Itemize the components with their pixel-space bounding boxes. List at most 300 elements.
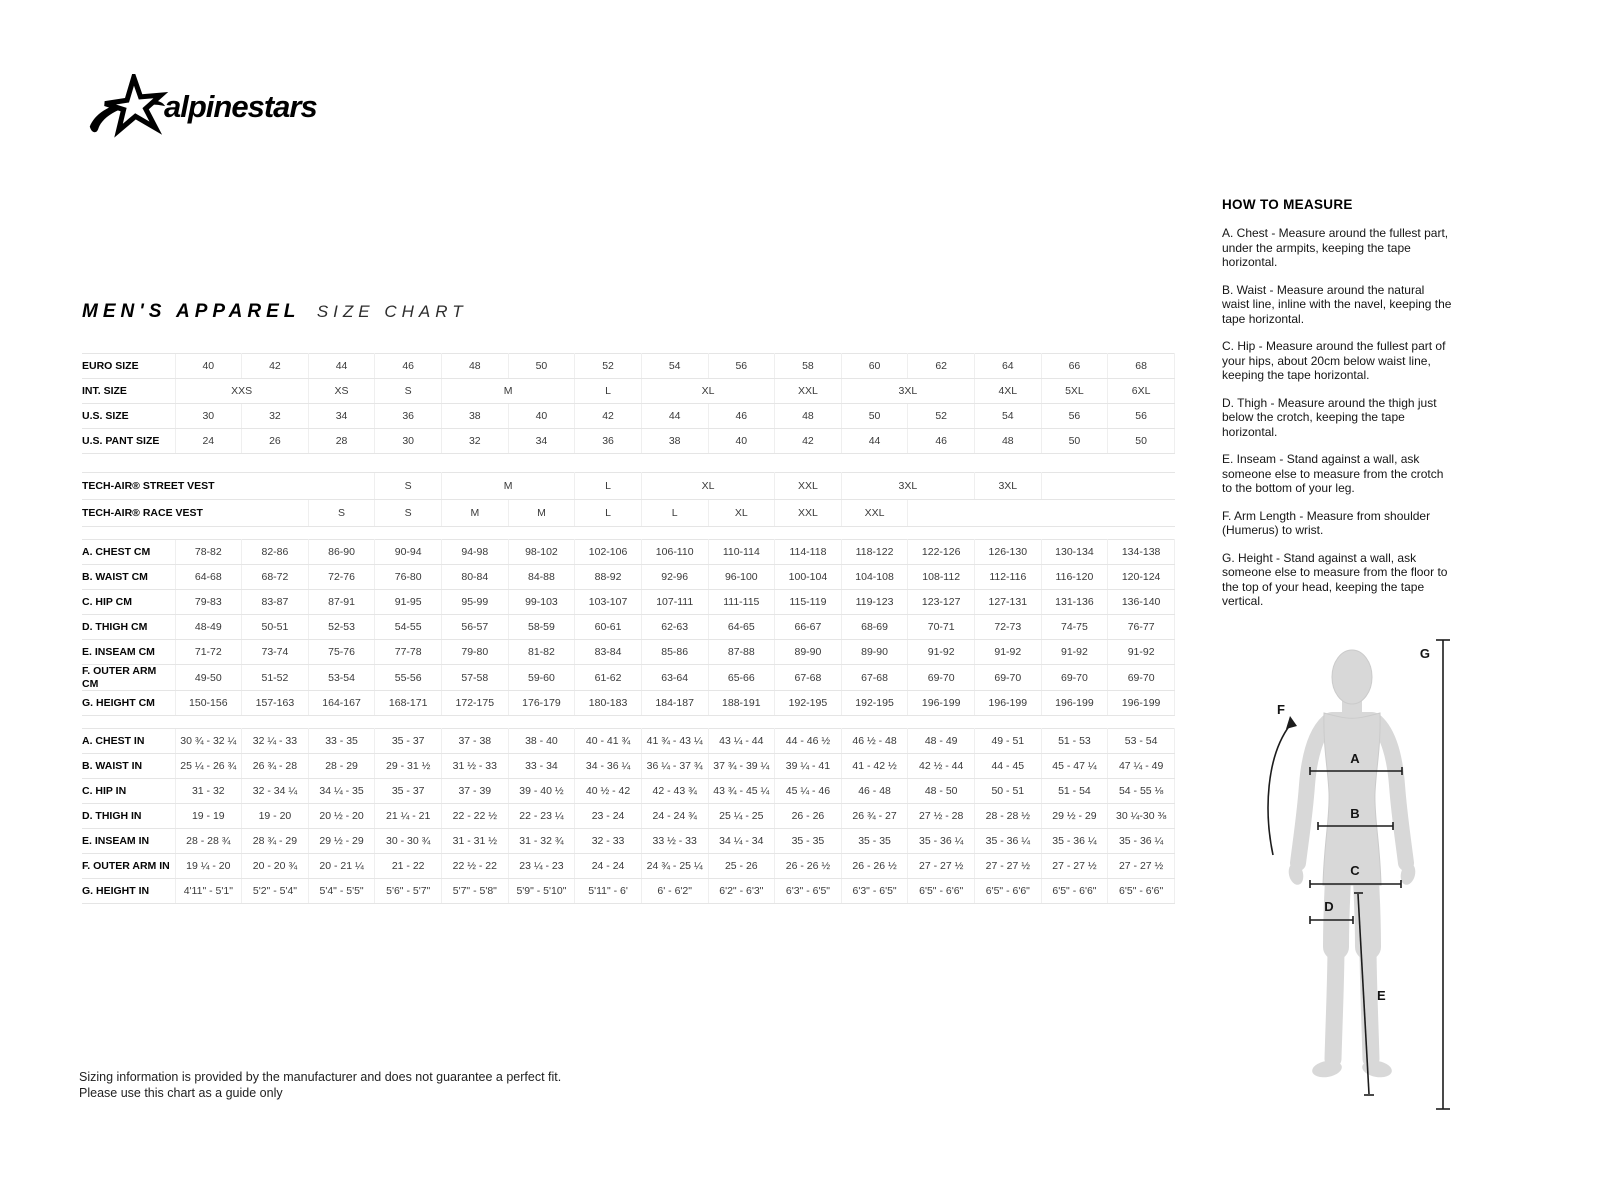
size-cell: 83-87 bbox=[242, 590, 309, 615]
size-cell: 89-90 bbox=[775, 640, 842, 665]
size-cell: 6XL bbox=[1108, 379, 1175, 404]
size-cell: 19 - 19 bbox=[175, 804, 242, 829]
size-cell: 19 ¼ - 20 bbox=[175, 854, 242, 879]
size-cell: 3XL bbox=[841, 379, 974, 404]
size-table bbox=[82, 353, 1175, 904]
size-cell: 72-76 bbox=[308, 565, 375, 590]
size-cell: 188-191 bbox=[708, 691, 775, 716]
size-cell: 29 ½ - 29 bbox=[308, 829, 375, 854]
size-cell: 28 ¾ - 29 bbox=[242, 829, 309, 854]
size-cell: 36 ¼ - 37 ¾ bbox=[641, 754, 708, 779]
table-row bbox=[82, 640, 1175, 665]
size-cell: 3XL bbox=[975, 473, 1042, 500]
size-cell: 70-71 bbox=[908, 615, 975, 640]
measure-instruction: F. Arm Length - Measure from shoulder (Humerus) to wrist. bbox=[1222, 508, 1431, 537]
size-cell: S bbox=[375, 500, 442, 527]
disclaimer-line1: Sizing information is provided by the manufacturer and does not guarantee a perfect fit. bbox=[79, 1070, 562, 1084]
size-cell: 134-138 bbox=[1108, 540, 1175, 565]
row-label: E. INSEAM IN bbox=[82, 829, 175, 854]
size-cell: 5'6" - 5'7" bbox=[375, 879, 442, 904]
size-cell: 81-82 bbox=[508, 640, 575, 665]
size-cell: 164-167 bbox=[308, 691, 375, 716]
size-cell: 6' - 6'2" bbox=[641, 879, 708, 904]
size-cell: 96-100 bbox=[708, 565, 775, 590]
size-cell: 27 - 27 ½ bbox=[908, 854, 975, 879]
row-label: G. HEIGHT IN bbox=[82, 879, 175, 904]
size-cell: 56 bbox=[708, 354, 775, 379]
size-cell: M bbox=[442, 379, 575, 404]
size-cell: 73-74 bbox=[242, 640, 309, 665]
size-cell: 69-70 bbox=[975, 665, 1042, 691]
size-cell: 39 ¼ - 41 bbox=[775, 754, 842, 779]
arm-length-line bbox=[1268, 725, 1290, 855]
size-cell: S bbox=[308, 500, 375, 527]
size-cell: 34 ¼ - 34 bbox=[708, 829, 775, 854]
size-cell: 106-110 bbox=[641, 540, 708, 565]
size-cell: L bbox=[575, 379, 642, 404]
label-inseam: E bbox=[1377, 988, 1386, 1003]
size-cell: 37 ¾ - 39 ¼ bbox=[708, 754, 775, 779]
size-cell: 98-102 bbox=[508, 540, 575, 565]
size-cell: 34 ¼ - 35 bbox=[308, 779, 375, 804]
size-cell: 48 bbox=[975, 429, 1042, 454]
size-cell: 31 ½ - 33 bbox=[442, 754, 509, 779]
size-cell: 26 ¾ - 27 bbox=[841, 804, 908, 829]
size-cell: 60-61 bbox=[575, 615, 642, 640]
size-cell: 48 bbox=[442, 354, 509, 379]
size-cell: 40 bbox=[508, 404, 575, 429]
empty-cell bbox=[242, 473, 309, 500]
size-cell: 41 ¾ - 43 ¼ bbox=[641, 729, 708, 754]
size-cell: 84-88 bbox=[508, 565, 575, 590]
size-cell: 66-67 bbox=[775, 615, 842, 640]
size-cell: 54 bbox=[641, 354, 708, 379]
size-cell: 36 bbox=[575, 429, 642, 454]
size-cell: 26 - 26 bbox=[775, 804, 842, 829]
size-cell: 19 - 20 bbox=[242, 804, 309, 829]
size-cell: XL bbox=[641, 473, 774, 500]
size-cell: 29 ½ - 29 bbox=[1041, 804, 1108, 829]
size-cell: 51-52 bbox=[242, 665, 309, 691]
size-cell: 49 - 51 bbox=[975, 729, 1042, 754]
size-cell: 68-72 bbox=[242, 565, 309, 590]
size-cell: 83-84 bbox=[575, 640, 642, 665]
arm-arrowhead bbox=[1286, 716, 1297, 729]
size-cell: M bbox=[442, 473, 575, 500]
size-cell: 63-64 bbox=[641, 665, 708, 691]
size-cell: 28 - 28 ½ bbox=[975, 804, 1042, 829]
size-cell: 94-98 bbox=[442, 540, 509, 565]
size-cell: 62 bbox=[908, 354, 975, 379]
size-cell: 40 - 41 ¾ bbox=[575, 729, 642, 754]
measure-instruction: C. Hip - Measure around the fullest part of your hips, about 20cm below waist line, keeping the tape horizontal. bbox=[1222, 339, 1446, 382]
size-cell: 91-92 bbox=[1108, 640, 1175, 665]
size-cell: 91-92 bbox=[908, 640, 975, 665]
measure-instruction: G. Height - Stand against a wall, ask someone else to measure from the floor to the top of your head, keeping the tape vertical. bbox=[1222, 550, 1448, 608]
size-cell: 53 - 54 bbox=[1108, 729, 1175, 754]
size-cell: 30 bbox=[175, 404, 242, 429]
size-cell: 172-175 bbox=[442, 691, 509, 716]
size-cell: 37 - 39 bbox=[442, 779, 509, 804]
size-cell: 192-195 bbox=[841, 691, 908, 716]
size-cell: 74-75 bbox=[1041, 615, 1108, 640]
size-cell: S bbox=[375, 473, 442, 500]
size-cell: 33 - 35 bbox=[308, 729, 375, 754]
size-cell: 45 ¼ - 46 bbox=[775, 779, 842, 804]
size-cell: 55-56 bbox=[375, 665, 442, 691]
size-cell: 48 - 49 bbox=[908, 729, 975, 754]
size-cell: 52 bbox=[908, 404, 975, 429]
size-cell: 39 - 40 ½ bbox=[508, 779, 575, 804]
size-cell: 36 bbox=[375, 404, 442, 429]
size-cell: 32 bbox=[242, 404, 309, 429]
size-cell: 75-76 bbox=[308, 640, 375, 665]
size-cell: 27 - 27 ½ bbox=[1108, 854, 1175, 879]
size-cell: 34 - 36 ¼ bbox=[575, 754, 642, 779]
measure-instruction: D. Thigh - Measure around the thigh just below the crotch, keeping the tape horizontal. bbox=[1222, 395, 1437, 439]
size-cell: 50 bbox=[508, 354, 575, 379]
size-cell: 50 bbox=[1108, 429, 1175, 454]
size-cell: S bbox=[375, 379, 442, 404]
row-label: F. OUTER ARM IN bbox=[82, 854, 175, 879]
size-cell: 47 ¼ - 49 bbox=[1108, 754, 1175, 779]
empty-cell bbox=[1041, 473, 1108, 500]
table-row bbox=[82, 354, 1175, 379]
size-cell: 24 bbox=[175, 429, 242, 454]
size-cell: 53-54 bbox=[308, 665, 375, 691]
size-cell: 23 - 24 bbox=[575, 804, 642, 829]
table-row bbox=[82, 879, 1175, 904]
how-to-measure-list bbox=[1222, 226, 1454, 609]
size-cell: 25 - 26 bbox=[708, 854, 775, 879]
size-cell: 40 bbox=[708, 429, 775, 454]
size-cell: 107-111 bbox=[641, 590, 708, 615]
body-measurement-diagram bbox=[1230, 617, 1600, 1119]
size-cell: 31 - 32 bbox=[175, 779, 242, 804]
measure-instruction: B. Waist - Measure around the natural waist line, inline with the navel, keeping the tape horizontal. bbox=[1222, 282, 1452, 326]
size-cell: 20 ½ - 20 bbox=[308, 804, 375, 829]
size-cell: 34 bbox=[308, 404, 375, 429]
head bbox=[1332, 650, 1372, 704]
size-cell: 54 - 55 ⅛ bbox=[1108, 779, 1175, 804]
size-cell: 157-163 bbox=[242, 691, 309, 716]
size-cell: 6'5" - 6'6" bbox=[1041, 879, 1108, 904]
size-cell: 46 bbox=[375, 354, 442, 379]
size-cell: 62-63 bbox=[641, 615, 708, 640]
size-cell: 50-51 bbox=[242, 615, 309, 640]
left-calf bbox=[1333, 945, 1336, 1059]
size-cell: 5'11" - 6' bbox=[575, 879, 642, 904]
size-cell: 58-59 bbox=[508, 615, 575, 640]
size-cell: 46 bbox=[708, 404, 775, 429]
size-cell: 119-123 bbox=[841, 590, 908, 615]
size-cell: 80-84 bbox=[442, 565, 509, 590]
size-cell: 51 - 53 bbox=[1041, 729, 1108, 754]
row-label: G. HEIGHT CM bbox=[82, 691, 175, 716]
size-cell: 180-183 bbox=[575, 691, 642, 716]
size-cell: L bbox=[641, 500, 708, 527]
size-cell: 91-95 bbox=[375, 590, 442, 615]
label-height: G bbox=[1419, 646, 1430, 661]
row-label: C. HIP CM bbox=[82, 590, 175, 615]
size-cell: 50 bbox=[1041, 429, 1108, 454]
size-cell: 27 ½ - 28 bbox=[908, 804, 975, 829]
size-cell: 6'5" - 6'6" bbox=[908, 879, 975, 904]
size-cell: 110-114 bbox=[708, 540, 775, 565]
size-cell: 35 - 36 ¼ bbox=[975, 829, 1042, 854]
size-cell: 42 bbox=[775, 429, 842, 454]
size-cell: 32 bbox=[442, 429, 509, 454]
size-cell: 68 bbox=[1108, 354, 1175, 379]
size-cell: 78-82 bbox=[175, 540, 242, 565]
size-cell: 114-118 bbox=[775, 540, 842, 565]
size-cell: 28 - 29 bbox=[308, 754, 375, 779]
size-cell: 35 - 36 ¼ bbox=[1041, 829, 1108, 854]
label-chest: A bbox=[1350, 751, 1360, 766]
row-label: U.S. PANT SIZE bbox=[82, 429, 175, 454]
size-cell: 112-116 bbox=[975, 565, 1042, 590]
size-cell: 40 ½ - 42 bbox=[575, 779, 642, 804]
size-cell: 58 bbox=[775, 354, 842, 379]
table-row bbox=[82, 691, 1175, 716]
size-cell: 44 bbox=[641, 404, 708, 429]
size-cell: 196-199 bbox=[908, 691, 975, 716]
size-cell: 4'11" - 5'1" bbox=[175, 879, 242, 904]
size-cell: 82-86 bbox=[242, 540, 309, 565]
size-cell: 130-134 bbox=[1041, 540, 1108, 565]
row-label: A. CHEST IN bbox=[82, 729, 175, 754]
brand-wordmark: alpinestars bbox=[164, 89, 317, 124]
title-main: MEN'S APPAREL bbox=[82, 301, 301, 322]
size-cell: 100-104 bbox=[775, 565, 842, 590]
row-label: EURO SIZE bbox=[82, 354, 175, 379]
size-cell: 76-77 bbox=[1108, 615, 1175, 640]
title-sub: SIZE CHART bbox=[316, 302, 468, 321]
table-gap bbox=[82, 527, 1175, 540]
size-cell: 42 - 43 ¾ bbox=[641, 779, 708, 804]
row-label: TECH-AIR® RACE VEST bbox=[82, 500, 175, 527]
measure-instruction: E. Inseam - Stand against a wall, ask someone else to measure from the crotch to the bottom of your leg. bbox=[1222, 452, 1444, 495]
size-cell: 33 ½ - 33 bbox=[641, 829, 708, 854]
size-cell: 22 ½ - 22 bbox=[442, 854, 509, 879]
row-label: INT. SIZE bbox=[82, 379, 175, 404]
size-cell: 21 - 22 bbox=[375, 854, 442, 879]
size-cell: 3XL bbox=[841, 473, 974, 500]
size-cell: 35 - 35 bbox=[775, 829, 842, 854]
size-cell: 87-91 bbox=[308, 590, 375, 615]
size-cell: 32 - 33 bbox=[575, 829, 642, 854]
size-cell: 76-80 bbox=[375, 565, 442, 590]
row-label: TECH-AIR® STREET VEST bbox=[82, 473, 175, 500]
size-cell: 20 - 20 ¾ bbox=[242, 854, 309, 879]
size-cell: 42 bbox=[575, 404, 642, 429]
size-cell: 5XL bbox=[1041, 379, 1108, 404]
size-cell: 22 - 22 ½ bbox=[442, 804, 509, 829]
size-cell: 69-70 bbox=[1108, 665, 1175, 691]
size-cell: 48-49 bbox=[175, 615, 242, 640]
row-label: B. WAIST CM bbox=[82, 565, 175, 590]
size-cell: 69-70 bbox=[908, 665, 975, 691]
size-cell: XL bbox=[708, 500, 775, 527]
size-cell: XS bbox=[308, 379, 375, 404]
size-cell: 131-136 bbox=[1041, 590, 1108, 615]
size-cell: 6'5" - 6'6" bbox=[975, 879, 1042, 904]
size-cell: 95-99 bbox=[442, 590, 509, 615]
size-cell: 122-126 bbox=[908, 540, 975, 565]
size-cell: 5'9" - 5'10" bbox=[508, 879, 575, 904]
alpinestars-star-icon bbox=[84, 74, 170, 140]
size-cell: 20 - 21 ¼ bbox=[308, 854, 375, 879]
left-arm bbox=[1298, 722, 1328, 863]
table-row bbox=[82, 729, 1175, 754]
empty-cell bbox=[308, 473, 375, 500]
table-gap bbox=[82, 454, 1175, 473]
right-calf bbox=[1368, 945, 1371, 1059]
size-cell: 61-62 bbox=[575, 665, 642, 691]
row-label: F. OUTER ARM CM bbox=[82, 665, 175, 691]
how-to-measure-panel bbox=[1222, 197, 1454, 622]
size-cell: L bbox=[575, 473, 642, 500]
row-label: C. HIP IN bbox=[82, 779, 175, 804]
label-arm: F bbox=[1277, 702, 1285, 717]
size-cell: 91-92 bbox=[975, 640, 1042, 665]
size-cell: XXL bbox=[841, 500, 908, 527]
size-cell: 69-70 bbox=[1041, 665, 1108, 691]
size-cell: 43 ¾ - 45 ¼ bbox=[708, 779, 775, 804]
empty-cell bbox=[242, 500, 309, 527]
size-cell: 59-60 bbox=[508, 665, 575, 691]
size-cell: 6'5" - 6'6" bbox=[1108, 879, 1175, 904]
size-cell: L bbox=[575, 500, 642, 527]
size-cell: 41 - 42 ½ bbox=[841, 754, 908, 779]
empty-cell bbox=[1041, 500, 1108, 527]
size-cell: 6'3" - 6'5" bbox=[841, 879, 908, 904]
table-row bbox=[82, 500, 1175, 527]
size-cell: 127-131 bbox=[975, 590, 1042, 615]
size-cell: M bbox=[442, 500, 509, 527]
table-row bbox=[82, 429, 1175, 454]
size-cell: XXL bbox=[775, 500, 842, 527]
size-cell: 67-68 bbox=[841, 665, 908, 691]
size-cell: 37 - 38 bbox=[442, 729, 509, 754]
size-cell: 48 - 50 bbox=[908, 779, 975, 804]
size-cell: 196-199 bbox=[975, 691, 1042, 716]
size-cell: 116-120 bbox=[1041, 565, 1108, 590]
size-cell: 87-88 bbox=[708, 640, 775, 665]
size-cell: 126-130 bbox=[975, 540, 1042, 565]
size-cell: XXL bbox=[775, 379, 842, 404]
size-cell: 68-69 bbox=[841, 615, 908, 640]
size-cell: 67-68 bbox=[775, 665, 842, 691]
label-thigh: D bbox=[1324, 899, 1334, 914]
table-row bbox=[82, 590, 1175, 615]
logo-star bbox=[105, 77, 161, 130]
size-cell: 56-57 bbox=[442, 615, 509, 640]
table-row bbox=[82, 379, 1175, 404]
size-cell: 35 - 36 ¼ bbox=[908, 829, 975, 854]
size-cell: 65-66 bbox=[708, 665, 775, 691]
size-cell: 99-103 bbox=[508, 590, 575, 615]
size-cell: 85-86 bbox=[641, 640, 708, 665]
size-cell: 35 - 37 bbox=[375, 729, 442, 754]
size-cell: 56 bbox=[1041, 404, 1108, 429]
size-cell: 196-199 bbox=[1041, 691, 1108, 716]
size-cell: 120-124 bbox=[1108, 565, 1175, 590]
size-cell: 4XL bbox=[975, 379, 1042, 404]
size-cell: 54-55 bbox=[375, 615, 442, 640]
page-title bbox=[82, 301, 468, 323]
size-cell: 45 - 47 ¼ bbox=[1041, 754, 1108, 779]
size-cell: 32 ¼ - 33 bbox=[242, 729, 309, 754]
size-cell: 31 - 32 ¾ bbox=[508, 829, 575, 854]
size-cell: 115-119 bbox=[775, 590, 842, 615]
size-cell: 23 ¼ - 23 bbox=[508, 854, 575, 879]
size-cell: 168-171 bbox=[375, 691, 442, 716]
size-cell: 46 - 48 bbox=[841, 779, 908, 804]
alpinestars-logo bbox=[84, 74, 317, 140]
table-row bbox=[82, 804, 1175, 829]
size-cell: 35 - 37 bbox=[375, 779, 442, 804]
size-cell: 52 bbox=[575, 354, 642, 379]
size-cell: 33 - 34 bbox=[508, 754, 575, 779]
row-label: E. INSEAM CM bbox=[82, 640, 175, 665]
size-cell: 108-112 bbox=[908, 565, 975, 590]
size-cell: 77-78 bbox=[375, 640, 442, 665]
size-cell: 42 ½ - 44 bbox=[908, 754, 975, 779]
empty-cell bbox=[1108, 473, 1175, 500]
size-cell: 54 bbox=[975, 404, 1042, 429]
size-cell: 27 - 27 ½ bbox=[975, 854, 1042, 879]
size-cell: 27 - 27 ½ bbox=[1041, 854, 1108, 879]
size-cell: 38 bbox=[641, 429, 708, 454]
table-row bbox=[82, 404, 1175, 429]
size-cell: 49-50 bbox=[175, 665, 242, 691]
size-cell: 24 - 24 ¾ bbox=[641, 804, 708, 829]
disclaimer-line2: Please use this chart as a guide only bbox=[79, 1086, 283, 1100]
size-cell: 28 bbox=[308, 429, 375, 454]
size-cell: 196-199 bbox=[1108, 691, 1175, 716]
size-cell: 24 ¾ - 25 ¼ bbox=[641, 854, 708, 879]
size-cell: M bbox=[508, 500, 575, 527]
right-arm bbox=[1376, 722, 1406, 863]
row-label: B. WAIST IN bbox=[82, 754, 175, 779]
size-cell: 38 bbox=[442, 404, 509, 429]
label-hip: C bbox=[1350, 863, 1360, 878]
size-cell: 71-72 bbox=[175, 640, 242, 665]
size-cell: 50 - 51 bbox=[975, 779, 1042, 804]
size-cell: 50 bbox=[841, 404, 908, 429]
size-cell: 26 ¾ - 28 bbox=[242, 754, 309, 779]
size-cell: 57-58 bbox=[442, 665, 509, 691]
size-cell: 30 bbox=[375, 429, 442, 454]
table-row bbox=[82, 540, 1175, 565]
disclaimer bbox=[79, 1069, 561, 1101]
table-gap bbox=[82, 716, 1175, 729]
table-row bbox=[82, 779, 1175, 804]
size-cell: 6'3" - 6'5" bbox=[775, 879, 842, 904]
size-cell: 38 - 40 bbox=[508, 729, 575, 754]
size-cell: 30 ¼-30 ⅜ bbox=[1108, 804, 1175, 829]
size-cell: 64-68 bbox=[175, 565, 242, 590]
size-cell: 176-179 bbox=[508, 691, 575, 716]
size-cell: 51 - 54 bbox=[1041, 779, 1108, 804]
table-row bbox=[82, 473, 1175, 500]
size-cell: 21 ¼ - 21 bbox=[375, 804, 442, 829]
size-cell: 64 bbox=[975, 354, 1042, 379]
size-cell: 56 bbox=[1108, 404, 1175, 429]
size-cell: 118-122 bbox=[841, 540, 908, 565]
size-cell: 44 bbox=[841, 429, 908, 454]
